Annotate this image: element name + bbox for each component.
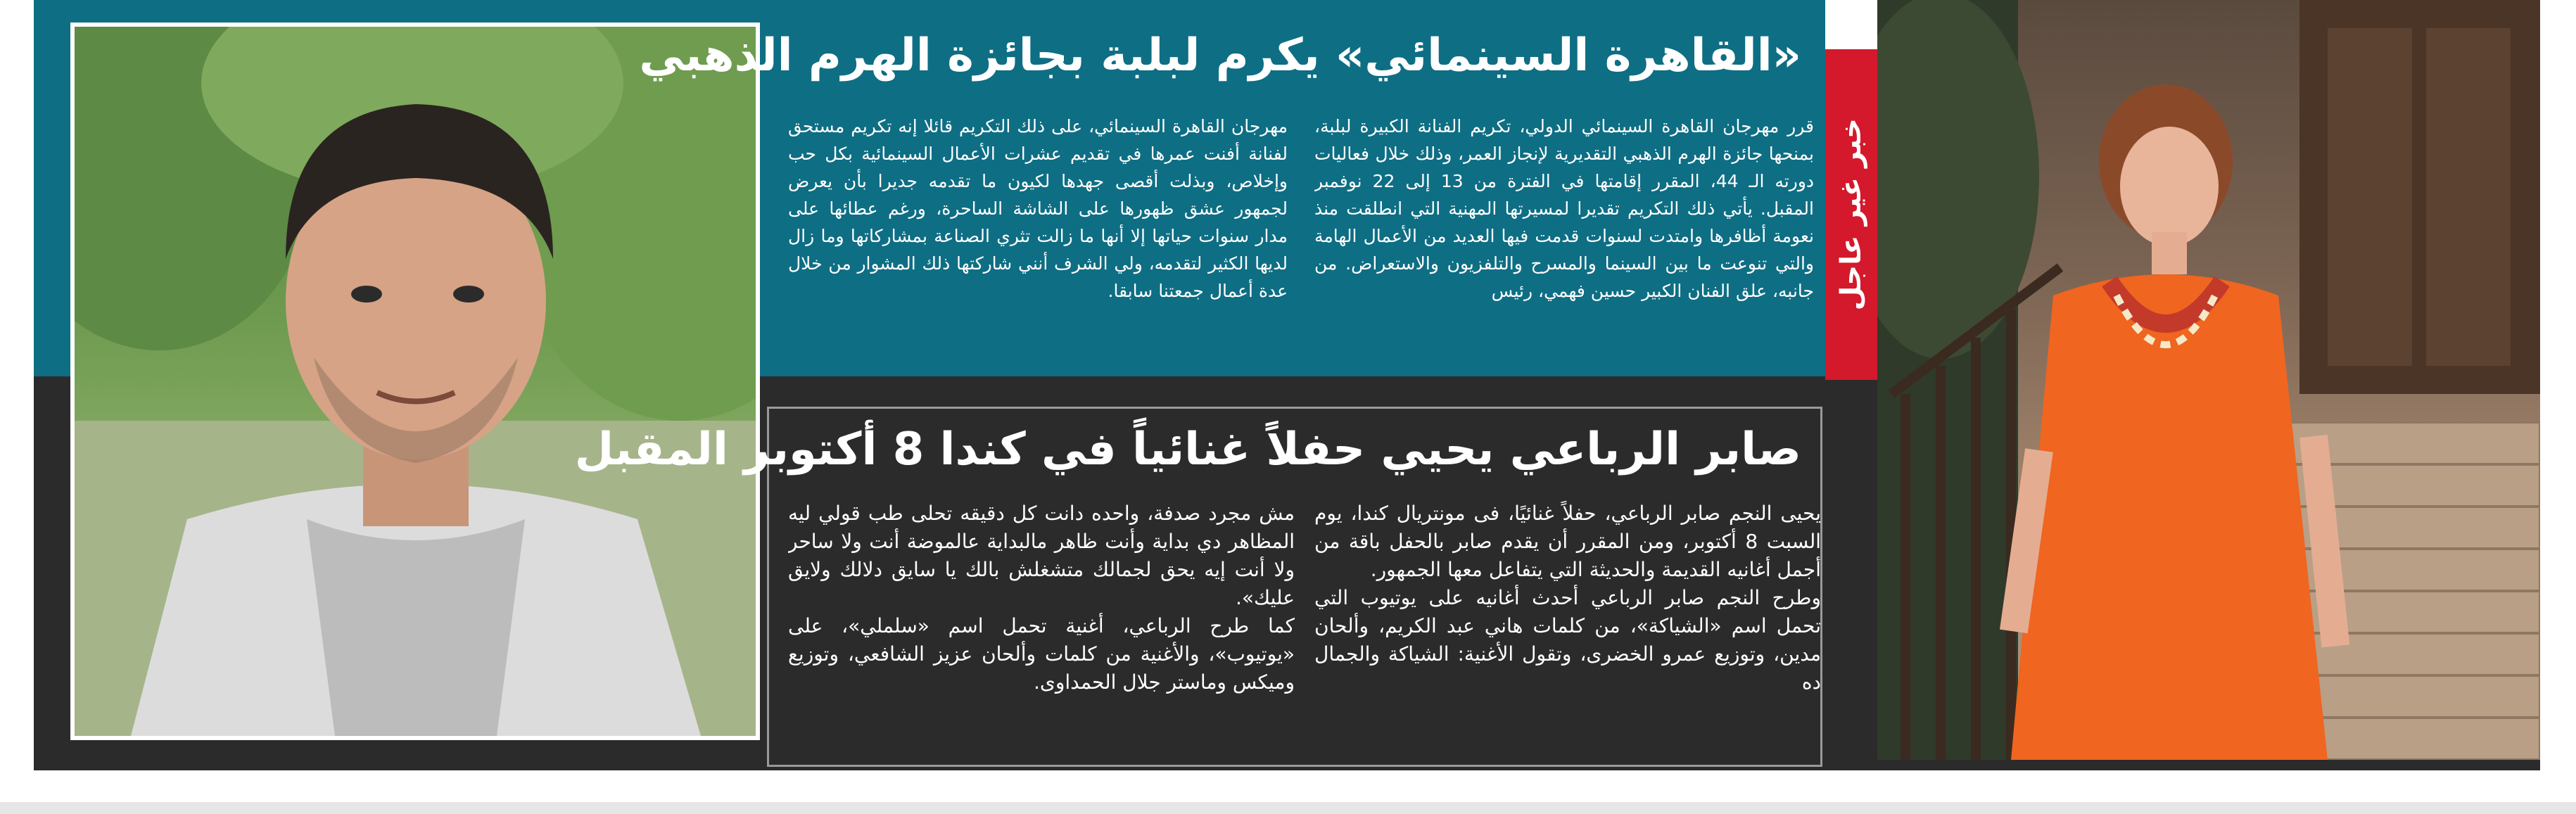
photo-saber-rebai-illustration	[75, 27, 756, 736]
story-1-column-2-text: مهرجان القاهرة السينمائي، على ذلك التكريم قائلا إنه تكريم مستحق لفنانة أفنت عمرها في تقديم عشرات الأعمال السينمائية بكل حب وإخلاص، وبذلت أقصى جهدها لكيون ما تقدمه جديرا بأن يعرض لجمهور عشق ظهورها على الشاشة الساحرة، ورغم عطائها على مدار سنوات حياتها إلا أنها ما زالت تثري الصناعة بمشاركاتها وما زال لديها الكثير لتقدمه، ولي الشرف أنني شاركتها ذلك المشوار من خلال عدة أعمال جمعتنا سابقا.	[788, 116, 1288, 301]
story-1-column-1-text: قرر مهرجان القاهرة السينمائي الدولي، تكريم الفنانة الكبيرة لبلبة، بمنحها جائزة الهرم الذهبي التقديرية لإنجاز العمر، وذلك خلال فعاليات دورته الـ 44، المقرر إقامتها في الفترة من 13 إلى 22 نوفمبر المقبل. يأتي ذلك التكريم تقديرا لمسيرتها المهنية التي انطلقت منذ نعومة أظافرها وامتدت لسنوات قدمت فيها العديد من الأعمال الهامة والتي تنوعت ما بين السينما والمسرح والتلفزيون والاستعراض. من جانبه، علق الفنان الكبير حسين فهمي، رئيس	[1314, 116, 1814, 301]
story-1-column-1	[1314, 113, 1814, 345]
photo-lebleba-illustration	[1877, 0, 2540, 760]
photo-lebleba	[1877, 0, 2540, 760]
section-kicker-label: خبر غير عاجل	[1835, 118, 1867, 311]
section-kicker	[1825, 49, 1877, 380]
page-bottom-strip	[0, 802, 2576, 814]
story-2-column-2-paragraph-1: مش مجرد صدفة، واحده دانت كل دقيقه تحلى طب قولي ليه المظاهر دي بداية وأنت ظاهر مالبداية عالموضة أنت ولا ساحر ولا أنت إيه يحق لجمالك متشغلش بالك يا سايق دلالك ولايق عليك».	[788, 502, 1295, 609]
story-2-column-2-paragraph-2: كما طرح الرباعي، أغنية تحمل اسم «سلملي»، على «يوتيوب»، والأغنية من كلمات وألحان عزيز الشافعي، وتوزيع وميكس وماستر جلال الحمداوى.	[788, 614, 1295, 694]
story-2-column-1-paragraph-2: وطرح النجم صابر الرباعي أحدث أغانيه على يوتيوب التي تحمل اسم «الشياكة»، من كلمات هاني عبد الكريم، وألحان مدين، وتوزيع عمرو الخضرى، وتقول الأغنية: الشياكة والجمال ده	[1314, 586, 1821, 694]
story-2-headline: صابر الرباعي يحيي حفلاً غنائياً في كندا 8 أكتوبر المقبل	[574, 424, 1801, 476]
story-2-column-2	[788, 500, 1295, 760]
story-1-headline: «القاهرة السينمائي» يكرم لبلبة بجائزة الهرم الذهبي	[639, 30, 1801, 82]
story-2-column-1-paragraph-1: يحيى النجم صابر الرباعي، حفلاً غنائيًا، فى مونتريال كندا، يوم السبت 8 أكتوبر، ومن المقرر أن يقدم صابر بالحفل باقة من أجمل أغانيه القديمة والحديثة التي يتفاعل معها الجمهور.	[1314, 502, 1821, 581]
story-2-column-1	[1314, 500, 1821, 760]
story-1-column-2	[788, 113, 1288, 345]
photo-saber-rebai	[70, 23, 760, 740]
